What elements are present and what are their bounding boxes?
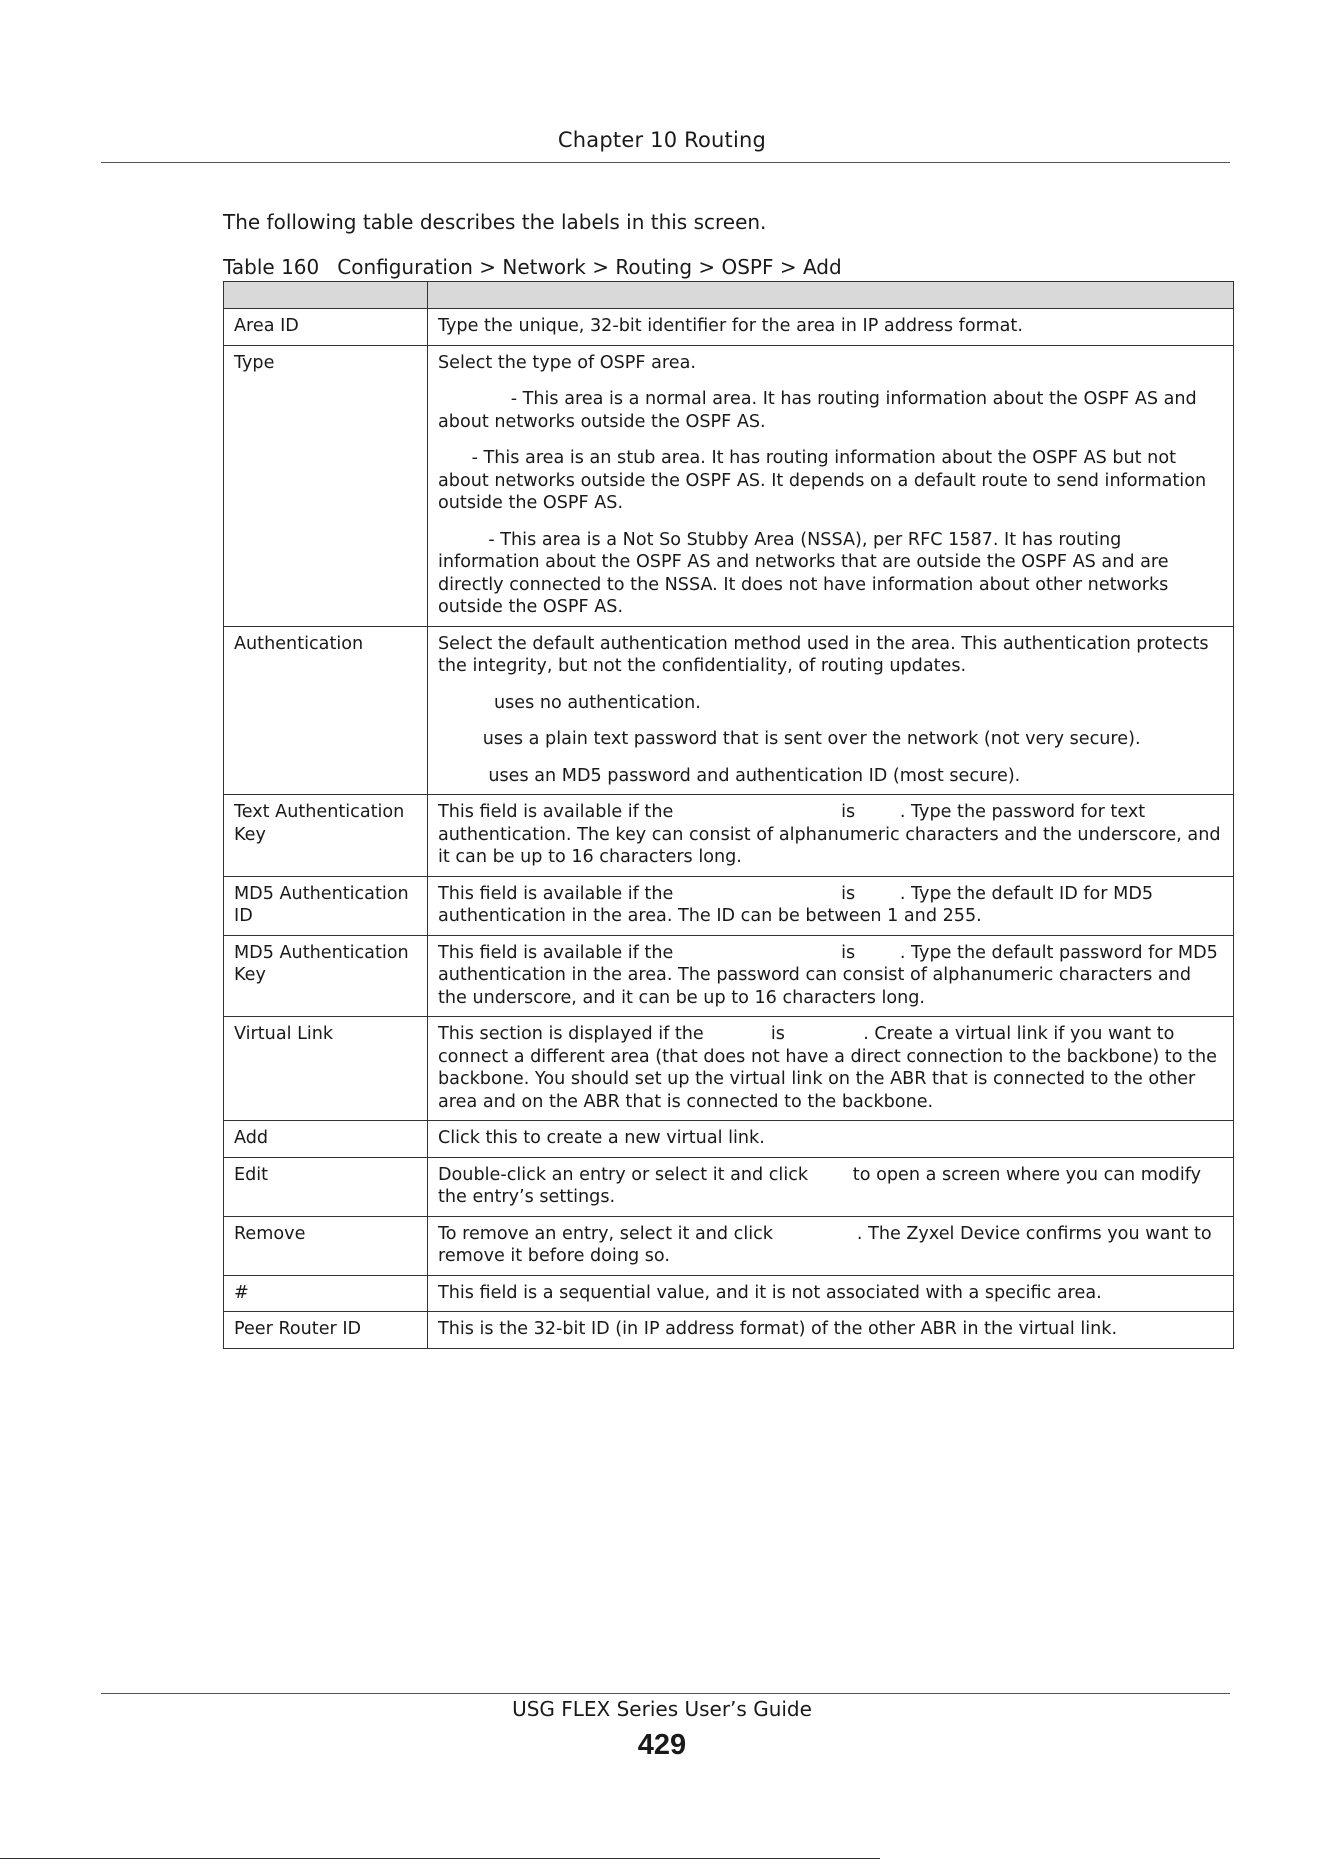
table-row: [224, 345, 1234, 626]
header-divider: [101, 162, 1230, 163]
table-row: [224, 1216, 1234, 1275]
row-label: Peer Router ID: [224, 1312, 428, 1349]
row-label: Area ID: [224, 309, 428, 346]
table-row: [224, 1157, 1234, 1216]
row-label: Add: [224, 1121, 428, 1158]
row-description: [428, 1157, 1234, 1216]
row-label: Authentication: [224, 626, 428, 795]
description-paragraph: Click this to create a new virtual link.: [438, 1128, 765, 1148]
description-paragraph: This field is available if the is . Type the default password for MD5 authentication in the area. The password can consist of alphanumeric characters and the underscore, and it can be up to 16 characters long.: [438, 942, 1224, 1008]
chapter-header: Chapter 10 Routing: [557, 128, 767, 152]
intro-text: The following table describes the labels in this screen.: [223, 210, 767, 234]
table-row: [224, 1275, 1234, 1312]
description-paragraph: Select the default authentication method used in the area. This authentication protects the integrity, but not the confidentiality, of routing updates.: [438, 633, 1215, 676]
description-paragraph: This field is available if the is . Type the password for text authentication. The key can consist of alphanumeric characters and the underscore, and it can be up to 16 characters long.: [438, 802, 1227, 867]
table-row: [224, 795, 1234, 877]
header-cell-label: [224, 282, 428, 309]
row-label: Type: [224, 345, 428, 626]
table-row: [224, 1312, 1234, 1349]
row-description: [428, 1216, 1234, 1275]
description-paragraph: This is the 32-bit ID (in IP address format) of the other ABR in the virtual link.: [438, 1319, 1118, 1339]
row-label: Edit: [224, 1157, 428, 1216]
description-paragraph: Double-click an entry or select it and click to open a screen where you can modify the entry’s settings.: [438, 1164, 1207, 1207]
description-paragraph: - This area is a Not So Stubby Area (NSSA), per RFC 1587. It has routing information about the OSPF AS and networks that are outside the OSPF AS and are directly connected to the NSSA. It does not have information about other networks outside the OSPF AS.: [438, 529, 1175, 617]
table-header-row: [224, 282, 1234, 309]
header-cell-description: [428, 282, 1234, 309]
row-description: [428, 1312, 1234, 1349]
row-description: [428, 1121, 1234, 1158]
description-table: [223, 281, 1234, 1349]
description-paragraph: uses an MD5 password and authentication ID (most secure).: [438, 765, 1021, 786]
page-number: 429: [637, 1729, 687, 1761]
description-paragraph: uses no authentication.: [438, 692, 701, 713]
table-row: [224, 1017, 1234, 1121]
description-paragraph: - This area is a normal area. It has routing information about the OSPF AS and about networks outside the OSPF AS.: [438, 389, 1203, 432]
table-row: [224, 876, 1234, 935]
table-row: [224, 626, 1234, 795]
row-description: [428, 795, 1234, 877]
table-row: [224, 1121, 1234, 1158]
description-paragraph: - This area is an stub area. It has routing information about the OSPF AS but not about networks outside the OSPF AS. It depends on a default route to send information outside the OSPF AS.: [438, 448, 1212, 513]
table-row: [224, 935, 1234, 1017]
description-paragraph: Select the type of OSPF area.: [438, 352, 696, 373]
bottom-edge-line: [0, 1858, 880, 1859]
row-description: [428, 1275, 1234, 1312]
description-paragraph: To remove an entry, select it and click . The Zyxel Device confirms you want to remove it before doing so.: [438, 1223, 1218, 1266]
row-label: #: [224, 1275, 428, 1312]
row-label: MD5 Authentication ID: [224, 876, 428, 935]
row-description: [428, 309, 1234, 346]
description-paragraph: This section is displayed if the is . Create a virtual link if you want to connect a different area (that does not have a direct connection to the backbone) to the backbone. You should set up the virtual link on the ABR that is connected to the other area and on the ABR that is connected to the backbone.: [438, 1024, 1223, 1112]
row-description: [428, 345, 1234, 626]
table-caption: [223, 255, 842, 279]
description-paragraph: This field is a sequential value, and it is not associated with a specific area.: [438, 1282, 1102, 1303]
row-description: [428, 935, 1234, 1017]
row-label: MD5 Authentication Key: [224, 935, 428, 1017]
table-caption-title: Configuration > Network > Routing > OSPF > Add: [337, 255, 842, 279]
footer-divider: [101, 1693, 1230, 1694]
row-label: Virtual Link: [224, 1017, 428, 1121]
table-caption-number: Table 160: [223, 255, 320, 279]
table-row: [224, 309, 1234, 346]
description-paragraph: Type the unique, 32-bit identifier for the area in IP address format.: [438, 316, 1023, 336]
row-label: Text Authentication Key: [224, 795, 428, 877]
row-label: Remove: [224, 1216, 428, 1275]
row-description: [428, 1017, 1234, 1121]
table-body: [224, 309, 1234, 1349]
description-paragraph: uses a plain text password that is sent over the network (not very secure).: [438, 729, 1141, 749]
footer-title: USG FLEX Series User’s Guide: [512, 1697, 812, 1721]
description-paragraph: This field is available if the is . Type the default ID for MD5 authentication in the area. The ID can be between 1 and 255.: [438, 883, 1159, 926]
row-description: [428, 626, 1234, 795]
row-description: [428, 876, 1234, 935]
